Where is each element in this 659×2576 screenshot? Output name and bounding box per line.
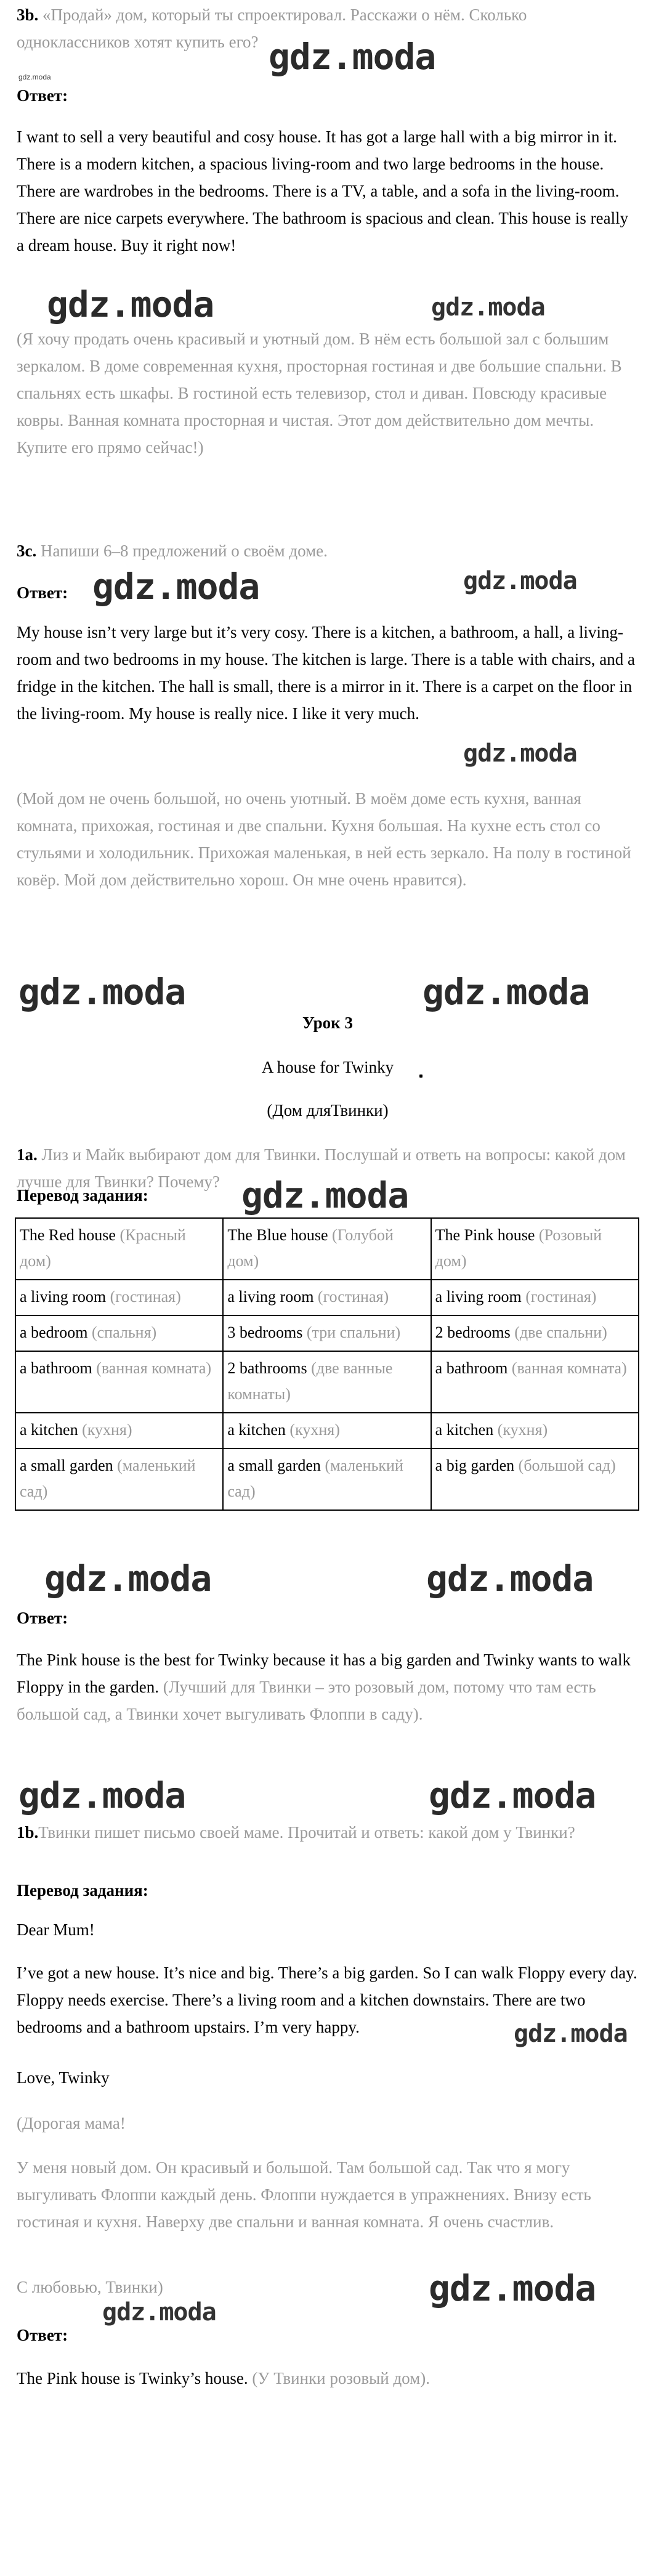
table-row	[15, 1218, 639, 1280]
task-1b-prompt: 1b.Твинки пишет письмо своей маме. Прочитай и ответь: какой дом у Твинки?	[17, 1823, 575, 1842]
table-cell	[431, 1280, 639, 1315]
task-3b-answer-en: I want to sell a very beautiful and cosy house. It has got a large hall with a big mirror in it. There is a modern kitchen, a spacious living-room and two large bedrooms in the house. There are wardrobes in the bedrooms. There is a TV, a table, and a sofa in the living-room. There are nice carpets everywhere. The bathroom is spacious and clean. This house is really a dream house. Buy it right now!	[17, 128, 629, 254]
task-3c-answer-en: My house isn’t very large but it’s very cosy. There is a kitchen, a bathroom, a hall, a living-room and two bedrooms in my house. The kitchen is large. There is a table with chairs, and a fridge in the kitchen. The hall is small, there is a mirror in it. There is a carpet on the floor in the living-room. My house is really nice. I like it very much.	[17, 623, 636, 723]
table-cell	[223, 1280, 431, 1315]
cell-ru: (Голубой дом)	[227, 1226, 394, 1270]
watermark: gdz.moda	[422, 971, 590, 1013]
table-row	[15, 1413, 639, 1448]
watermark: gdz.moda	[463, 739, 577, 768]
watermark: gdz.moda	[18, 1774, 186, 1816]
houses-table-body	[15, 1218, 639, 1510]
watermark: gdz.moda	[431, 293, 545, 322]
table-cell	[223, 1315, 431, 1351]
task-1a-answer: The Pink house is the best for Twinky because it has a big garden and Twinky wants to walk Floppy in the garden. (Лучший для Твинки – это розовый дом, потому что там есть большой сад, а Твинки хочет выгуливать Флоппи в саду).	[17, 1651, 631, 1723]
watermark: gdz.moda	[429, 2267, 596, 2309]
cell-en: 3 bedrooms	[227, 1323, 303, 1341]
table-cell	[15, 1448, 223, 1510]
cell-ru: (маленький сад)	[20, 1457, 196, 1500]
table-cell	[431, 1218, 639, 1280]
answer-label: Ответ:	[17, 2326, 68, 2344]
cell-en: a kitchen	[435, 1421, 494, 1439]
cell-en: a small garden	[227, 1457, 321, 1474]
letter-body-ru: У меня новый дом. Он красивый и большой. Там большой сад. Так что я могу выгуливать Флоппи каждый день. Флоппи нуждается в упражнениях. Внизу есть гостиная и кухня. Наверху две спальни и ванная комната. Я очень счастлив.	[17, 2158, 591, 2231]
table-row	[15, 1448, 639, 1510]
letter-body: I’ve got a new house. It’s nice and big. There’s a big garden. So I can walk Floppy every day. Floppy needs exercise. There’s a living room and a kitchen downstairs. There are two bedrooms and a bathroom upstairs. I’m very happy.	[17, 1964, 637, 2036]
cell-ru: (спальня)	[91, 1323, 157, 1341]
cell-en: a living room	[227, 1288, 314, 1306]
cell-en: a big garden	[435, 1457, 515, 1474]
cell-en: a living room	[20, 1288, 107, 1306]
cell-ru: (большой сад)	[518, 1457, 616, 1474]
watermark: gdz.moda	[429, 1774, 596, 1816]
answer-label: Ответ:	[17, 1609, 68, 1627]
watermark: gdz.moda	[514, 2020, 628, 2048]
lesson-title: Урок 3	[302, 1014, 353, 1032]
task-3c-prompt: 3c. Напиши 6–8 предложений о своём доме.	[17, 542, 328, 560]
cell-ru: (гостиная)	[525, 1288, 597, 1306]
stray-mark	[419, 1075, 422, 1078]
answer-label: Ответ:	[17, 583, 68, 602]
letter-signoff-ru: С любовью, Твинки)	[17, 2278, 163, 2296]
cell-ru: (Розовый дом)	[435, 1226, 602, 1270]
lesson-subtitle-ru: (Дом дляТвинки)	[267, 1101, 389, 1119]
table-cell	[15, 1280, 223, 1315]
cell-en: The Pink house	[435, 1226, 535, 1244]
cell-en: a small garden	[20, 1457, 113, 1474]
table-cell	[431, 1315, 639, 1351]
table-cell	[223, 1413, 431, 1448]
cell-ru: (маленький сад)	[227, 1457, 403, 1500]
table-cell	[15, 1218, 223, 1280]
cell-en: The Blue house	[227, 1226, 328, 1244]
cell-ru: (ванная комната)	[96, 1359, 212, 1377]
letter-greeting-ru: (Дорогая мама!	[17, 2114, 126, 2132]
cell-ru: (кухня)	[497, 1421, 548, 1439]
cell-ru: (гостиная)	[110, 1288, 181, 1306]
houses-table	[15, 1217, 639, 1511]
cell-ru: (две ванные комнаты)	[227, 1359, 393, 1403]
table-cell	[431, 1448, 639, 1510]
cell-en: 2 bedrooms	[435, 1323, 511, 1341]
cell-en: a bedroom	[20, 1323, 88, 1341]
cell-en: a bathroom	[435, 1359, 508, 1377]
translation-label: Перевод задания:	[17, 1186, 148, 1205]
watermark: gdz.moda	[241, 1174, 409, 1216]
table-cell	[15, 1315, 223, 1351]
table-row	[15, 1280, 639, 1315]
watermark: gdz.moda	[463, 567, 577, 595]
cell-ru: (кухня)	[289, 1421, 340, 1439]
watermark: gdz.moda	[92, 566, 260, 607]
cell-ru: (гостиная)	[317, 1288, 389, 1306]
task-3b-prompt: 3b. «Продай» дом, который ты спроектировал. Расскажи о нём. Сколько одноклассников хотят купить его?	[17, 6, 527, 51]
watermark-tiny: gdz.moda	[18, 73, 51, 81]
cell-en: a kitchen	[20, 1421, 78, 1439]
cell-ru: (Красный дом)	[20, 1226, 186, 1270]
letter-greeting: Dear Mum!	[17, 1920, 95, 1939]
answer-label: Ответ:	[17, 86, 68, 105]
cell-en: a bathroom	[20, 1359, 92, 1377]
table-row	[15, 1351, 639, 1413]
cell-ru: (ванная комната)	[511, 1359, 627, 1377]
watermark: gdz.moda	[47, 283, 214, 325]
table-cell	[223, 1448, 431, 1510]
watermark: gdz.moda	[426, 1558, 594, 1599]
watermark: gdz.moda	[102, 2298, 216, 2326]
cell-en: 2 bathrooms	[227, 1359, 307, 1377]
letter-signoff: Love, Twinky	[17, 2068, 110, 2087]
watermark: gdz.moda	[44, 1558, 212, 1599]
translation-label: Перевод задания:	[17, 1881, 148, 1899]
cell-ru: (две спальни)	[514, 1323, 607, 1341]
watermark: gdz.moda	[18, 971, 186, 1013]
task-3c-answer-ru: (Мой дом не очень большой, но очень уютный. В моём доме есть кухня, ванная комната, прихожая, гостиная и две спальни. Кухня большая. На кухне есть стол со стульями и холодильник. Прихожая маленькая, в ней есть зеркало. На полу в гостиной ковёр. Мой дом действительно хорош. Он мне очень нравится).	[17, 789, 631, 889]
table-cell	[431, 1351, 639, 1413]
watermark: gdz.moda	[269, 36, 436, 78]
table-cell	[223, 1218, 431, 1280]
cell-en: a living room	[435, 1288, 522, 1306]
task-1b-answer: The Pink house is Twinky’s house. (У Твинки розовый дом).	[17, 2369, 430, 2387]
task-1a-prompt: 1a. Лиз и Майк выбирают дом для Твинки. Послушай и ответь на вопросы: какой дом лучше для Твинки? Почему?	[17, 1145, 626, 1191]
table-cell	[15, 1413, 223, 1448]
task-3b-answer-ru: (Я хочу продать очень красивый и уютный дом. В нём есть большой зал с большим зеркалом. В доме современная кухня, просторная гостиная и две большие спальни. В спальнях есть шкафы. В гостиной есть телевизор, стол и диван. Повсюду красивые ковры. Ванная комната просторная и чистая. Этот дом действительно дом мечты. Купите его прямо сейчас!)	[17, 330, 622, 457]
cell-ru: (три спальни)	[306, 1323, 401, 1341]
lesson-subtitle: A house for Twinky	[261, 1058, 394, 1076]
table-row	[15, 1315, 639, 1351]
table-cell	[15, 1351, 223, 1413]
cell-ru: (кухня)	[82, 1421, 132, 1439]
cell-en: The Red house	[20, 1226, 116, 1244]
table-cell	[431, 1413, 639, 1448]
cell-en: a kitchen	[227, 1421, 286, 1439]
table-cell	[223, 1351, 431, 1413]
